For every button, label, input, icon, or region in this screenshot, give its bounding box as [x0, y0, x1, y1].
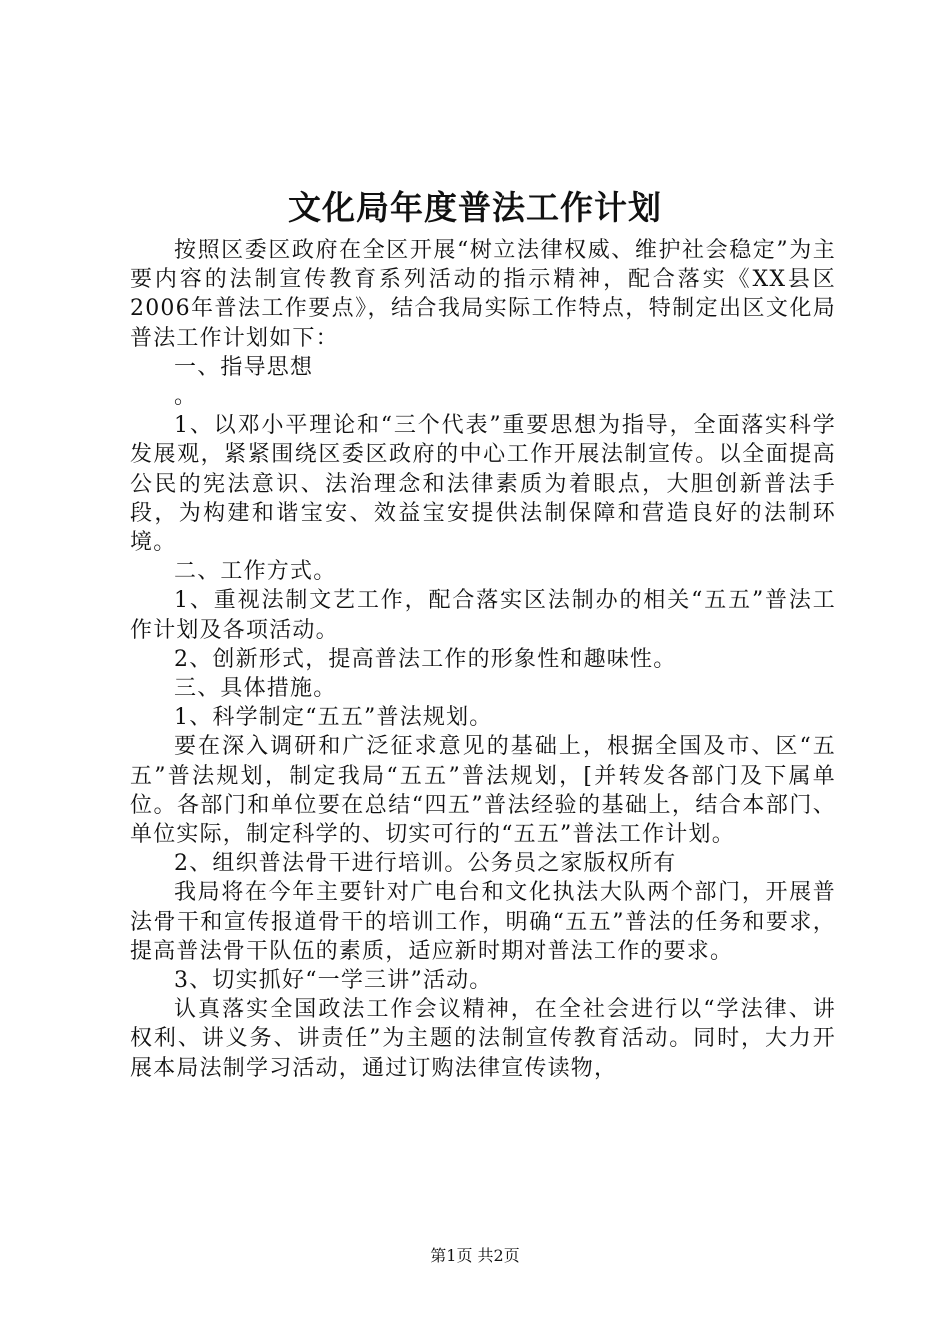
heading-measure-2: 2、组织普法骨干进行培训。公务员之家版权所有: [174, 851, 677, 877]
paragraph-measure-2: 我局将在今年主要针对广电台和文化执法大队两个部门，开展普法骨干和宣传报道骨干的培训工作，明确“五五”普法的任务和要求，提高普法骨干队伍的素质，适应新时期对普法工作的要求。: [130, 880, 836, 964]
heading-guiding-ideology: 一、指导思想: [174, 354, 314, 380]
heading-work-methods: 二、工作方式。: [174, 559, 337, 585]
heading-specific-measures: 三、具体措施。: [174, 676, 337, 702]
document-body: [130, 236, 836, 1083]
paragraph-intro: 按照区委区政府在全区开展“树立法律权威、维护社会稳定”为主要内容的法制宣传教育系列活动的指示精神，配合落实《XX县区2006年普法工作要点》，结合我局实际工作特点，特制定出区文化局普法工作计划如下：: [130, 238, 836, 351]
paragraph-measure-1: 要在深入调研和广泛征求意见的基础上，根据全国及市、区“五五”普法规划，制定我局“五五”普法规划，[并转发各部门及下属单位。各部门和单位要在总结“四五”普法经验的基础上，结合本部门、单位实际，制定科学的、切实可行的“五五”普法工作计划。: [130, 734, 836, 848]
paragraph-measure-3: 认真落实全国政法工作会议精神，在全社会进行以“学法律、讲权利、讲义务、讲责任”为主题的法制宣传教育活动。同时，大力开展本局法制学习活动，通过订购法律宣传读物，: [130, 997, 836, 1081]
paragraph-method-1: 1、重视法制文艺工作，配合落实区法制办的相关“五五”普法工作计划及各项活动。: [130, 588, 836, 643]
document-title: 文化局年度普法工作计划: [288, 188, 662, 227]
heading-measure-1: 1、科学制定“五五”普法规划。: [174, 705, 493, 731]
heading-measure-3: 3、切实抓好“一学三讲”活动。: [174, 968, 493, 994]
page-footer: 第1页 共2页: [430, 1246, 520, 1265]
paragraph-period: 。: [174, 384, 198, 410]
paragraph-guiding-1: 1、以邓小平理论和“三个代表”重要思想为指导，全面落实科学发展观，紧紧围绕区委区政府的中心工作开展法制宣传。以全面提高公民的宪法意识、法治理念和法律素质为着眼点，大胆创新普法手段，为构建和谐宝安、效益宝安提供法制保障和营造良好的法制环境。: [130, 413, 836, 556]
paragraph-method-2: 2、创新形式，提高普法工作的形象性和趣味性。: [174, 646, 677, 672]
